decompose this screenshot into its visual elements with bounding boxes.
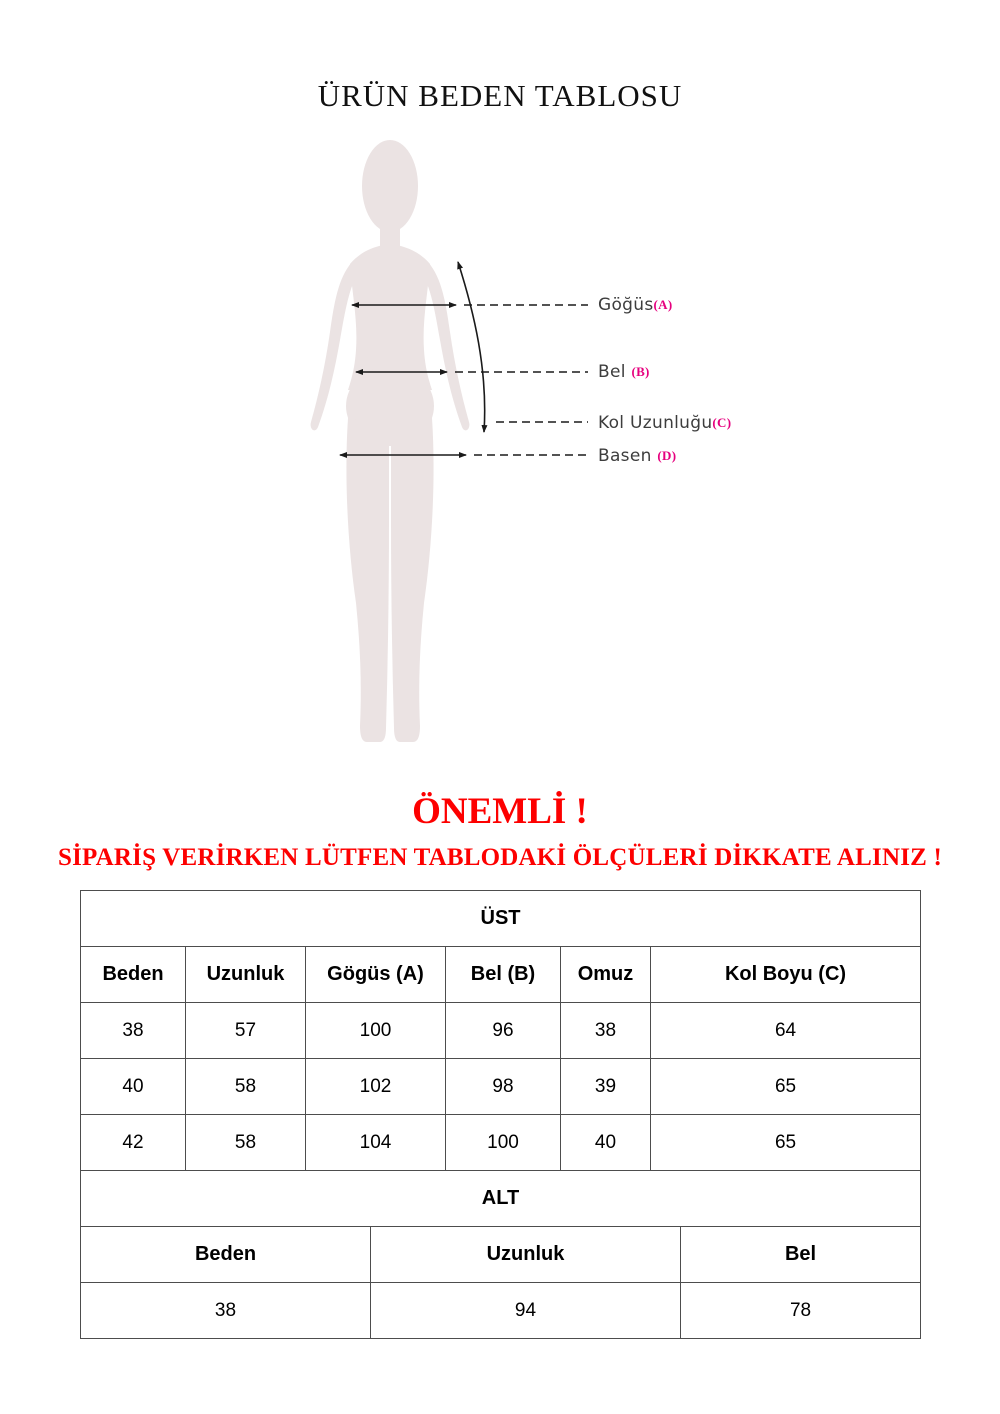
label-hips-code: (D)	[657, 448, 677, 463]
column-header: Uzunluk	[186, 947, 306, 1003]
table-cell: 42	[81, 1115, 186, 1171]
column-header: Gögüs (A)	[306, 947, 446, 1003]
table-cell: 58	[186, 1059, 306, 1115]
table-cell: 38	[81, 1003, 186, 1059]
arm-length-arrow	[458, 262, 485, 432]
warning-text: SİPARİŞ VERİRKEN LÜTFEN TABLODAKİ ÖLÇÜLERİ DİKKATE ALINIZ !	[58, 844, 942, 871]
table-cell: 58	[186, 1115, 306, 1171]
column-header: Bel (B)	[446, 947, 561, 1003]
table-cell: 98	[446, 1059, 561, 1115]
label-arm-text: Kol Uzunluğu	[598, 413, 713, 433]
table-row	[81, 1115, 921, 1171]
table-row	[81, 1283, 921, 1339]
table-cell: 57	[186, 1003, 306, 1059]
label-hips	[598, 446, 676, 466]
table-section-title-ust: ÜST	[81, 891, 921, 947]
table-cell: 64	[651, 1003, 921, 1059]
label-waist-text: Bel	[598, 362, 632, 382]
table-row	[81, 1059, 921, 1115]
table-cell: 102	[306, 1059, 446, 1115]
table-cell: 100	[446, 1115, 561, 1171]
table-row	[81, 891, 921, 947]
column-header: Bel	[681, 1227, 921, 1283]
table-row	[81, 947, 921, 1003]
label-waist	[598, 362, 650, 382]
size-table-upper	[80, 890, 921, 1171]
label-arm	[598, 413, 731, 433]
label-chest	[598, 295, 672, 315]
size-table-lower	[80, 1170, 921, 1339]
table-cell: 100	[306, 1003, 446, 1059]
table-cell: 78	[681, 1283, 921, 1339]
size-tables	[80, 890, 920, 1339]
table-row	[81, 1227, 921, 1283]
table-row	[81, 1171, 921, 1227]
table-section-title-alt: ALT	[81, 1171, 921, 1227]
column-header: Kol Boyu (C)	[651, 947, 921, 1003]
page-title: ÜRÜN BEDEN TABLOSU	[317, 78, 683, 113]
label-arm-code: (C)	[712, 415, 732, 430]
table-cell: 40	[561, 1115, 651, 1171]
table-cell: 104	[306, 1115, 446, 1171]
table-cell: 38	[561, 1003, 651, 1059]
table-cell: 38	[81, 1283, 371, 1339]
important-heading: ÖNEMLİ !	[412, 791, 588, 832]
label-waist-code: (B)	[631, 364, 650, 379]
table-cell: 94	[371, 1283, 681, 1339]
column-header: Beden	[81, 947, 186, 1003]
table-cell: 39	[561, 1059, 651, 1115]
table-cell: 40	[81, 1059, 186, 1115]
table-cell: 65	[651, 1059, 921, 1115]
table-cell: 96	[446, 1003, 561, 1059]
label-hips-text: Basen	[598, 446, 658, 466]
column-header: Uzunluk	[371, 1227, 681, 1283]
label-chest-code: (A)	[653, 297, 673, 312]
table-row	[81, 1003, 921, 1059]
label-chest-text: Göğüs	[598, 295, 654, 315]
column-header: Omuz	[561, 947, 651, 1003]
column-header: Beden	[81, 1227, 371, 1283]
table-cell: 65	[651, 1115, 921, 1171]
